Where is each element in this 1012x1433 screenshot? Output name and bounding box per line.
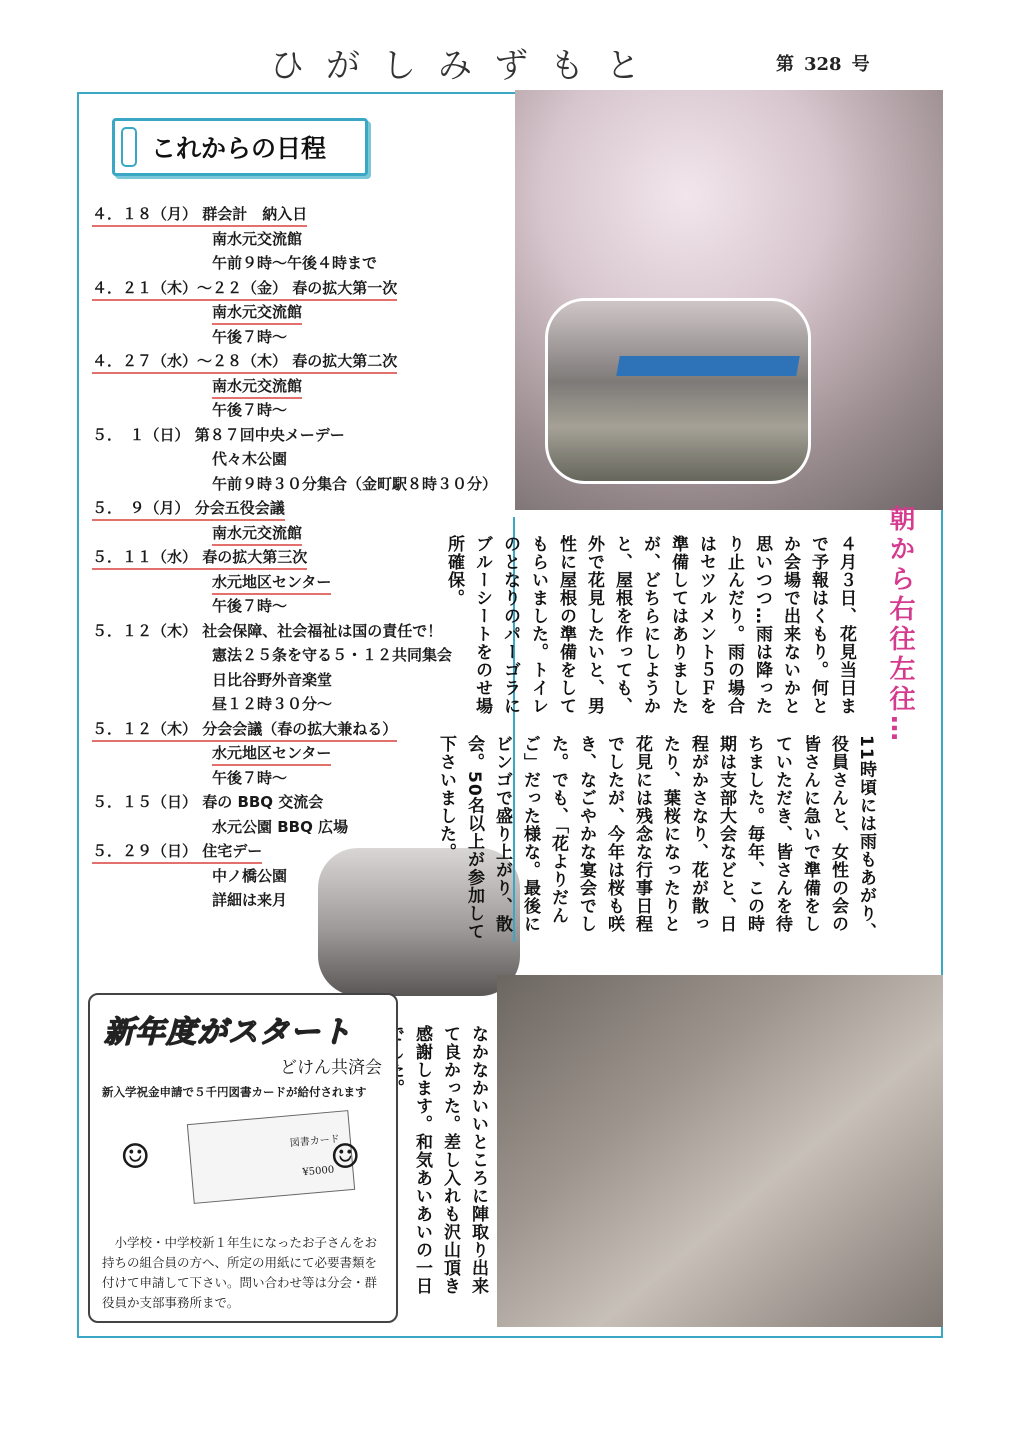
schedule-detail: 中ノ橋公園 (212, 866, 288, 885)
notice-body: 小学校・中学校新１年生になったお子さんをお持ちの組合員の方へ、所定の用紙にて必要書類を付けて申請して下さい。問い合わせ等は分会・群役員か支部事務所まで。 (102, 1235, 378, 1310)
schedule-date-event: ５．２９（日） 住宅デー (92, 842, 263, 860)
notice-subtitle: 新入学祝金申請で５千円図書カードが給付されます (102, 1085, 367, 1099)
schedule-date-event: ４．１８（月） 群会計 納入日 (92, 205, 308, 223)
party-photo (497, 975, 943, 1327)
schedule-detail: 午前９時３０分集合（金町駅８時３０分） (212, 474, 498, 493)
picnic-tent-photo (545, 298, 811, 484)
article-col2: 11時頃には雨もあがり、役員さんと、女性の会の皆さんに急いで準備をしていただき、皆さんを待ちました。毎年、この時期は支部大会などと、日程がかさなり、花が散ったり、葉桜になったりと花見には残念な行事日程でしたが、今年は桜も咲き、なごやかな宴会でした。でも、「花よりだんご」だった様な。最後にビンゴで盛り上がり、散会。50名以上が参加して下さいました。 (436, 735, 876, 941)
notice-title: 新年度がスタート (104, 1015, 352, 1050)
schedule-detail: 午後７時～ (212, 327, 288, 346)
schedule-detail: 南水元交流館 (212, 301, 302, 325)
schedule-detail: 南水元交流館 (212, 229, 303, 248)
schedule-date-event: ５．１１（水） 春の拡大第三次 (92, 548, 308, 566)
schedule-detail: 日比谷野外音楽堂 (212, 670, 333, 689)
newsletter-title: ひがしみずもと (270, 46, 662, 86)
scroll-icon (121, 127, 137, 167)
blue-tarp (616, 356, 800, 376)
schedule-detail: 代々木公園 (212, 450, 288, 468)
schedule-item (92, 791, 323, 812)
schedule-item (92, 497, 285, 521)
schedule-item (92, 546, 307, 570)
schedule-date-event: ５．１２（木） 社会保障、社会福祉は国の責任で！ (92, 621, 443, 640)
schedule-item (92, 718, 397, 742)
article-col3: なかなかいいところに陣取り出来て良かった。差し入れも沢山頂き感謝します。和気あいあいの一日 (412, 1025, 488, 1295)
schedule-date-event: ５．１２（木） 分会会議（春の拡大兼ねる） (92, 719, 398, 738)
schedule-date-event: ４．２７（水）～２８（木） 春の拡大第二次 (92, 352, 398, 370)
schedule-detail: 午後７時～ (212, 597, 288, 615)
schedule-date-event: ５． ９（月） 分会五役会議 (92, 499, 285, 517)
schedule-detail: 水元地区センター (212, 571, 331, 595)
schedule-item (92, 424, 345, 445)
schedule-date-event: ４．２１（木）～２２（金） 春の拡大第一次 (92, 278, 398, 297)
schedule-item (92, 620, 442, 641)
schedule-item (92, 840, 262, 864)
schedule-detail: 南水元交流館 (212, 375, 302, 399)
schedule-detail: 憲法２５条を守る５・１２共同集会 (212, 646, 453, 664)
child-icon: ☺ (330, 1137, 361, 1177)
article-col1: ４月３日、花見当日まで予報はくもり。何とか会場で出来ないかと思いつつ…雨は降ったり止んだり。雨の場合はセツルメント５Ｆを準備してはありましたが、どちらにしようかと、屋根を作っても、外で花見したいと、男性に屋根の準備をしてもらいました。トイレのとなりのパーゴラにブルーシートをのせ場所確保。 (444, 535, 856, 715)
schedule-detail: 水元地区センター (212, 742, 331, 766)
schedule-heading: これからの日程 (112, 118, 368, 176)
schedule-item (92, 277, 397, 301)
article-title: 朝から右往左往… (885, 505, 915, 745)
schedule-detail: 午前９時～午後４時まで (212, 254, 378, 272)
schedule-date-event: ５． １（日） 第８７回中央メーデー (92, 425, 345, 444)
schedule-detail: 午後７時～ (212, 768, 288, 787)
issue-number: 第 328 号 (776, 54, 870, 75)
schedule-item (92, 350, 397, 374)
book-card-illustration (120, 1107, 370, 1217)
schedule-detail: 詳細は来月 (212, 891, 288, 909)
schedule-detail: 水元公園 BBQ 広場 (212, 817, 349, 836)
schedule-detail: 南水元交流館 (212, 522, 302, 546)
book-card: 図書カード ¥5000 (187, 1110, 355, 1204)
schedule-item (92, 203, 307, 227)
new-year-notice (88, 993, 398, 1323)
schedule-date-event: ５．１５（日） 春の BBQ 交流会 (92, 793, 324, 811)
notice-org: どけん共済会 (280, 1058, 382, 1078)
schedule-detail: 午後７時～ (212, 401, 288, 419)
schedule-detail: 昼１２時３０分～ (212, 695, 333, 713)
child-icon: ☺ (120, 1137, 151, 1177)
